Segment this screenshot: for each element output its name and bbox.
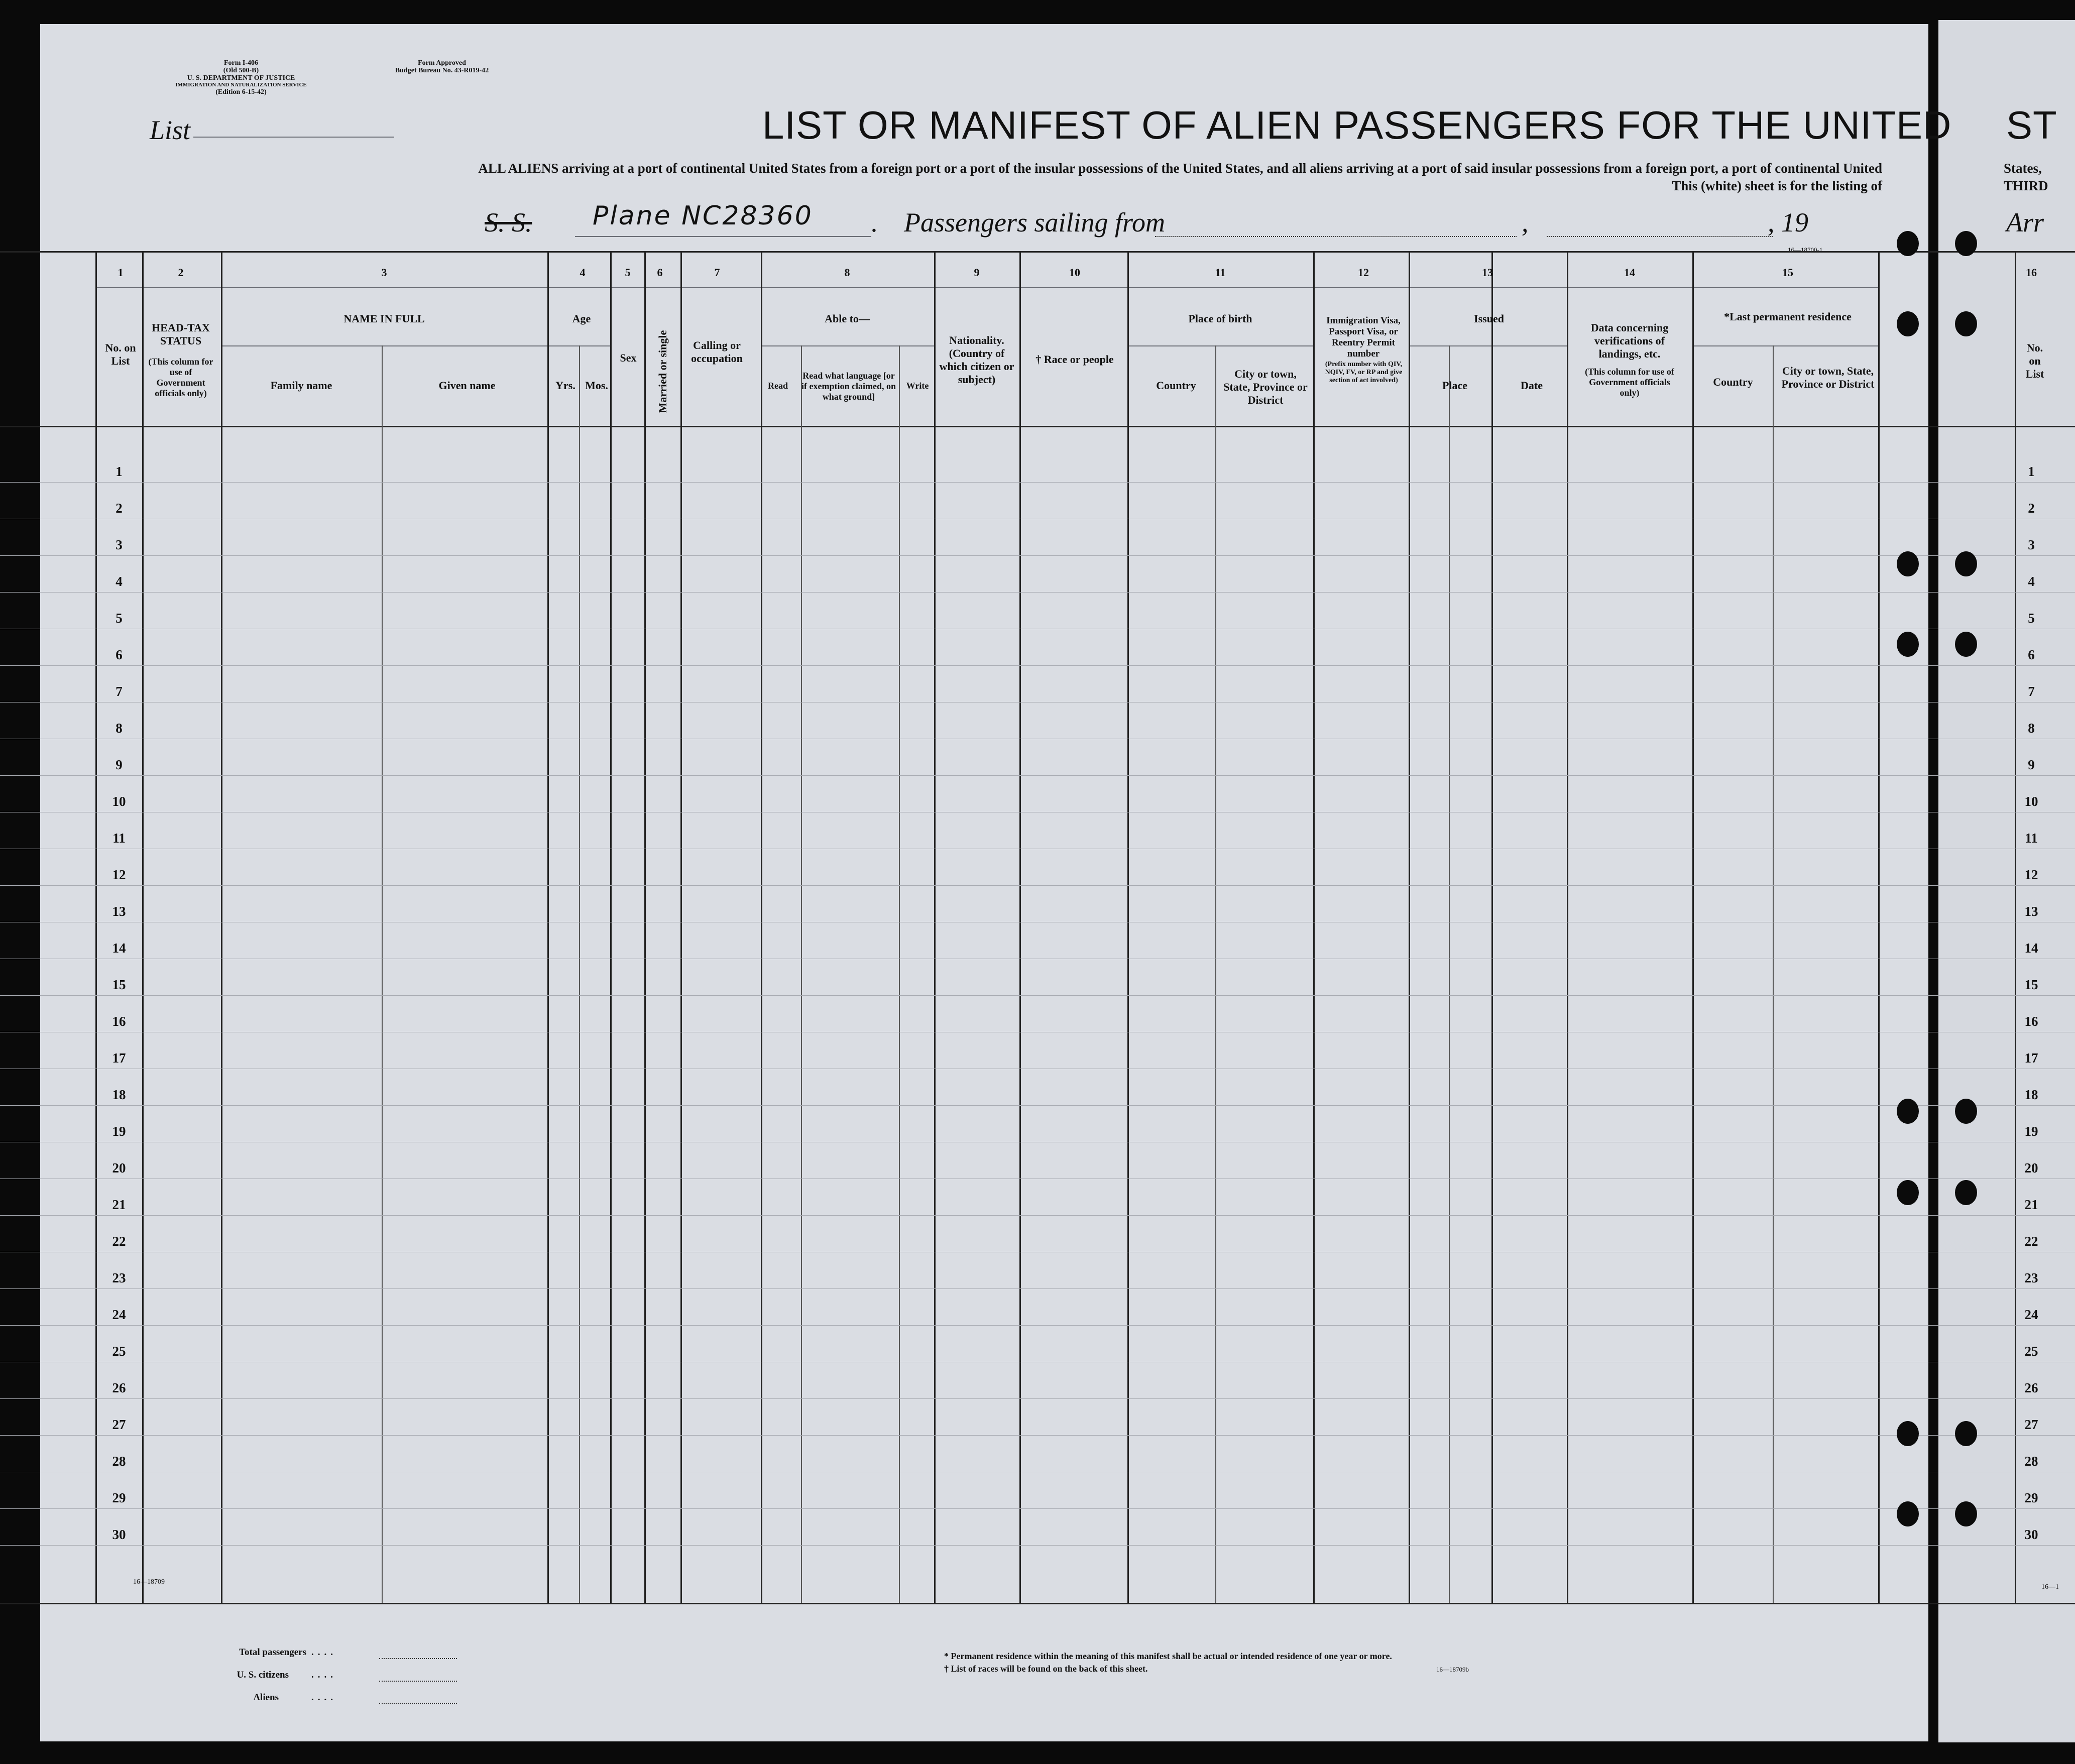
row-number-cont: 2 bbox=[2028, 501, 2035, 516]
row-number-cont: 11 bbox=[2025, 831, 2038, 846]
list-number-line bbox=[193, 137, 394, 138]
column-rule bbox=[680, 251, 682, 1603]
row-number-cont: 28 bbox=[2024, 1454, 2038, 1469]
edition: (Edition 6-15-42) bbox=[215, 88, 267, 96]
comma: , bbox=[1522, 207, 1529, 238]
row-number: 25 bbox=[112, 1344, 126, 1359]
row-number: 28 bbox=[112, 1454, 126, 1469]
arriving-continued: Arr bbox=[2006, 207, 2044, 238]
row-number-cont: 10 bbox=[2024, 794, 2038, 809]
footnote-residence: * Permanent residence within the meaning of this manifest shall be actual or intended residence of one year or more. bbox=[944, 1651, 1392, 1661]
residence-subheader-rule bbox=[1692, 345, 1878, 346]
header-issued: Issued bbox=[1474, 312, 1504, 325]
header-city-11: City or town, State, Province or District bbox=[1223, 368, 1308, 406]
manifest-sheet bbox=[40, 24, 1928, 1741]
header-sex: Sex bbox=[620, 351, 637, 364]
row-number-cont: 8 bbox=[2028, 721, 2035, 736]
row-number: 29 bbox=[112, 1490, 126, 1505]
row-number: 15 bbox=[112, 977, 126, 992]
header-place-of-birth: Place of birth bbox=[1188, 312, 1252, 325]
row-number: 27 bbox=[112, 1417, 126, 1432]
subtitle-continued-1: States, bbox=[2004, 161, 2042, 176]
department-name: U. S. DEPARTMENT OF JUSTICE bbox=[187, 74, 295, 82]
row-number-cont: 3 bbox=[2028, 537, 2035, 552]
row-line bbox=[0, 1508, 2075, 1509]
row-number-cont: 30 bbox=[2024, 1527, 2038, 1542]
subtitle-line-1: ALL ALIENS arriving at a port of continental United States from a foreign port or a port of the insular possessions of the United States, and all aliens arriving at a port of said insular possessions from a foreign port, a port of continental United bbox=[478, 161, 1882, 176]
row-number-cont: 19 bbox=[2024, 1124, 2038, 1139]
col-number-10: 10 bbox=[1069, 266, 1080, 279]
year-prefix: , 19 bbox=[1768, 207, 1808, 238]
header-head-tax-note: (This column for use of Government officials only) bbox=[148, 357, 213, 398]
row-number: 30 bbox=[112, 1527, 126, 1542]
row-number-cont: 16 bbox=[2024, 1014, 2038, 1029]
row-line bbox=[0, 1288, 2075, 1289]
punch-hole bbox=[1955, 231, 1977, 256]
header-write: Write bbox=[906, 381, 929, 391]
form-approved: Form Approved bbox=[418, 59, 466, 67]
table-bottom-rule bbox=[0, 1603, 2075, 1604]
us-citizens-label: U. S. citizens bbox=[237, 1670, 289, 1680]
row-number-cont: 24 bbox=[2024, 1307, 2038, 1322]
header-bottom-rule bbox=[0, 426, 2075, 427]
ship-period: . bbox=[871, 207, 878, 238]
row-line bbox=[0, 885, 2075, 886]
punch-hole bbox=[1955, 1501, 1977, 1526]
col-number-14: 14 bbox=[1624, 266, 1635, 279]
page-title: LIST OR MANIFEST OF ALIEN PASSENGERS FOR THE UNITED bbox=[762, 103, 1952, 147]
row-number-cont: 13 bbox=[2024, 904, 2038, 919]
row-number: 19 bbox=[112, 1124, 126, 1139]
header-nationality: Nationality. (Country of which citizen or subject) bbox=[939, 334, 1014, 386]
aliens-label: Aliens bbox=[253, 1692, 279, 1703]
header-visa: Immigration Visa, Passport Visa, or Reentry Permit number bbox=[1326, 315, 1401, 359]
leader-2: .... bbox=[311, 1670, 337, 1680]
subtitle-line-2: This (white) sheet is for the listing of bbox=[1672, 178, 1882, 193]
header-able-to: Able to— bbox=[825, 312, 870, 325]
header-family-name: Family name bbox=[270, 379, 332, 392]
col-number-5: 5 bbox=[625, 266, 631, 279]
title-continued: ST bbox=[2006, 103, 2057, 147]
issued-subheader-rule bbox=[1409, 345, 1567, 346]
row-number-cont: 22 bbox=[2024, 1234, 2038, 1249]
row-number-cont: 12 bbox=[2024, 867, 2038, 882]
row-number: 18 bbox=[112, 1087, 126, 1102]
column-rule bbox=[221, 251, 222, 1603]
row-number: 17 bbox=[112, 1050, 126, 1066]
row-number-cont: 15 bbox=[2024, 977, 2038, 992]
header-no-on-list: No. on List bbox=[105, 341, 136, 367]
row-number: 23 bbox=[112, 1270, 126, 1285]
sailing-date-field[interactable] bbox=[1547, 236, 1773, 237]
header-read-language: Read what language [or if exemption claimed, on what ground] bbox=[801, 371, 896, 402]
punch-hole bbox=[1955, 551, 1977, 576]
header-name-in-full: NAME IN FULL bbox=[343, 312, 425, 325]
column-rule bbox=[547, 251, 549, 1603]
row-number-cont: 23 bbox=[2024, 1270, 2038, 1285]
punch-hole bbox=[1955, 1099, 1977, 1124]
punch-hole bbox=[1955, 311, 1977, 336]
punch-hole bbox=[1955, 1421, 1977, 1446]
header-country-11: Country bbox=[1156, 379, 1196, 392]
col-number-11: 11 bbox=[1215, 266, 1226, 279]
col-number-9: 9 bbox=[974, 266, 980, 279]
row-number-cont: 17 bbox=[2024, 1050, 2038, 1066]
col-number-3: 3 bbox=[381, 266, 387, 279]
row-line bbox=[0, 1325, 2075, 1326]
column-rule bbox=[1692, 251, 1694, 1603]
punch-hole bbox=[1897, 311, 1919, 336]
row-number: 26 bbox=[112, 1380, 126, 1395]
column-rule bbox=[1313, 251, 1315, 1603]
header-age: Age bbox=[572, 312, 591, 325]
header-mos: Mos. bbox=[585, 379, 608, 392]
column-rule bbox=[95, 251, 97, 1603]
header-race: † Race or people bbox=[1035, 353, 1114, 366]
row-number-cont: 1 bbox=[2028, 464, 2035, 479]
punch-hole bbox=[1955, 1180, 1977, 1205]
row-number-cont: 7 bbox=[2028, 684, 2035, 699]
column-rule bbox=[1019, 251, 1021, 1603]
col-number-16: 16 bbox=[2026, 266, 2037, 279]
header-issued-place: Place bbox=[1442, 379, 1468, 392]
row-number-cont: 29 bbox=[2024, 1490, 2038, 1505]
top-code: 16—18700-1 bbox=[1788, 246, 1823, 254]
sub-column-rule bbox=[1215, 345, 1216, 1603]
col-number-2: 2 bbox=[178, 266, 184, 279]
row-number-cont: 14 bbox=[2024, 940, 2038, 956]
row-number: 8 bbox=[116, 721, 123, 736]
row-number: 16 bbox=[112, 1014, 126, 1029]
column-rule bbox=[142, 251, 144, 1603]
sub-column-rule bbox=[1449, 345, 1450, 1603]
total-passengers-label: Total passengers bbox=[239, 1647, 306, 1658]
row-number: 7 bbox=[116, 684, 123, 699]
col-number-6: 6 bbox=[657, 266, 663, 279]
row-number: 22 bbox=[112, 1234, 126, 1249]
leader-3: .... bbox=[311, 1692, 337, 1703]
bottom-code-left: 16—18709 bbox=[133, 1578, 165, 1586]
sub-column-rule bbox=[382, 345, 383, 1603]
header-married: Married or single bbox=[656, 330, 669, 413]
table-top-rule bbox=[0, 251, 2075, 253]
col-number-4: 4 bbox=[580, 266, 586, 279]
sub-column-rule bbox=[1773, 345, 1774, 1603]
footnote-code: 16—18709b bbox=[1436, 1666, 1469, 1673]
punch-hole bbox=[1897, 1099, 1919, 1124]
row-number: 1 bbox=[116, 464, 123, 479]
column-rule bbox=[610, 251, 612, 1603]
row-number: 6 bbox=[116, 647, 123, 662]
col-number-13: 13 bbox=[1482, 266, 1493, 279]
col-number-1: 1 bbox=[118, 266, 124, 279]
column-number-rule bbox=[95, 287, 1878, 288]
ship-name-line bbox=[575, 236, 871, 237]
row-number-cont: 6 bbox=[2028, 647, 2035, 662]
header-head-tax: HEAD-TAX STATUS bbox=[152, 321, 210, 347]
us-citizens-field[interactable] bbox=[379, 1681, 457, 1682]
row-number: 5 bbox=[116, 611, 123, 626]
row-line bbox=[0, 775, 2075, 776]
punch-hole bbox=[1897, 1180, 1919, 1205]
header-data-concerning: Data concerning verifications of landings, etc. bbox=[1590, 321, 1669, 360]
form-header bbox=[136, 59, 347, 96]
service-name: IMMIGRATION AND NATURALIZATION SERVICE bbox=[175, 82, 307, 88]
form-number: Form I-406 bbox=[223, 59, 259, 67]
row-line bbox=[0, 592, 2075, 593]
birth-subheader-rule bbox=[1127, 345, 1313, 346]
ship-prefix: S. S. bbox=[485, 207, 532, 238]
row-number: 13 bbox=[112, 904, 126, 919]
row-number: 14 bbox=[112, 940, 126, 956]
column-rule bbox=[761, 251, 762, 1603]
budget-approval bbox=[362, 59, 522, 74]
row-line bbox=[0, 555, 2075, 556]
header-calling: Calling or occupation bbox=[691, 339, 743, 365]
bottom-code-right: 16—1 bbox=[2041, 1583, 2059, 1591]
row-number-cont: 18 bbox=[2024, 1087, 2038, 1102]
punch-hole bbox=[1897, 551, 1919, 576]
row-line bbox=[0, 665, 2075, 666]
name-subheader-rule bbox=[221, 345, 547, 346]
col-number-12: 12 bbox=[1358, 266, 1369, 279]
header-city-15: City or town, State, Province or District bbox=[1781, 365, 1875, 390]
column-rule bbox=[1127, 251, 1129, 1603]
punch-hole bbox=[1897, 1501, 1919, 1526]
column-rule bbox=[1409, 251, 1410, 1603]
row-number-cont: 20 bbox=[2024, 1160, 2038, 1175]
sailing-from-field[interactable] bbox=[1155, 236, 1517, 237]
column-rule bbox=[1491, 251, 1493, 1603]
row-line bbox=[0, 1545, 2075, 1546]
total-passengers-field[interactable] bbox=[379, 1658, 457, 1659]
column-rule bbox=[934, 251, 936, 1603]
header-issued-date: Date bbox=[1521, 379, 1543, 392]
header-last-residence: *Last permanent residence bbox=[1724, 310, 1852, 323]
row-number: 2 bbox=[116, 501, 123, 516]
row-number: 11 bbox=[112, 831, 126, 846]
row-line bbox=[0, 1215, 2075, 1216]
form-old-number: (Old 500-B) bbox=[223, 67, 259, 74]
sub-column-rule bbox=[579, 345, 580, 1603]
header-no-on-list-cont: No. on List bbox=[2025, 341, 2044, 380]
row-number: 12 bbox=[112, 867, 126, 882]
row-number-cont: 27 bbox=[2024, 1417, 2038, 1432]
header-visa-note: (Prefix number with QIV, NQIV, FV, or RP and give section of act involved) bbox=[1325, 361, 1403, 384]
column-rule bbox=[1567, 251, 1568, 1603]
column-rule bbox=[644, 251, 646, 1603]
punch-hole bbox=[1897, 231, 1919, 256]
row-number: 24 bbox=[112, 1307, 126, 1322]
row-number-cont: 25 bbox=[2024, 1344, 2038, 1359]
row-line bbox=[0, 995, 2075, 996]
row-number-cont: 26 bbox=[2024, 1380, 2038, 1395]
col-number-7: 7 bbox=[714, 266, 720, 279]
passengers-sailing-label: Passengers sailing from bbox=[904, 207, 1166, 238]
row-number: 4 bbox=[116, 574, 123, 589]
row-number: 20 bbox=[112, 1160, 126, 1175]
column-rule bbox=[1878, 251, 1880, 1603]
row-number-cont: 9 bbox=[2028, 757, 2035, 772]
header-given-name: Given name bbox=[438, 379, 496, 392]
row-line bbox=[0, 482, 2075, 483]
row-line bbox=[0, 1398, 2075, 1399]
header-read: Read bbox=[768, 381, 788, 391]
budget-number: Budget Bureau No. 43-R019-42 bbox=[395, 67, 489, 74]
punch-hole bbox=[1955, 632, 1977, 657]
subtitle-continued-2: THIRD bbox=[2004, 178, 2048, 193]
aliens-field[interactable] bbox=[379, 1703, 457, 1704]
row-number-cont: 5 bbox=[2028, 611, 2035, 626]
punch-hole bbox=[1897, 1421, 1919, 1446]
row-number: 21 bbox=[112, 1197, 126, 1212]
col-number-15: 15 bbox=[1782, 266, 1793, 279]
sub-column-rule bbox=[899, 345, 900, 1603]
sub-column-rule bbox=[801, 345, 802, 1603]
adjoining-sheet-strip bbox=[1938, 20, 2075, 1742]
ship-name[interactable]: Plane NC28360 bbox=[593, 201, 813, 231]
header-yrs: Yrs. bbox=[555, 379, 575, 392]
footnote-races: † List of races will be found on the back of this sheet. bbox=[944, 1664, 1148, 1674]
punch-hole bbox=[1897, 632, 1919, 657]
row-line bbox=[0, 1435, 2075, 1436]
row-number: 10 bbox=[112, 794, 126, 809]
list-label: List bbox=[150, 115, 191, 145]
header-data-note: (This column for use of Government officials only) bbox=[1585, 367, 1674, 398]
row-number: 9 bbox=[116, 757, 123, 772]
column-rule bbox=[2015, 251, 2016, 1603]
row-number: 3 bbox=[116, 537, 123, 552]
col-number-8: 8 bbox=[844, 266, 850, 279]
row-number-cont: 21 bbox=[2024, 1197, 2038, 1212]
row-line bbox=[0, 1105, 2075, 1106]
able-subheader-rule bbox=[761, 345, 934, 346]
leader-1: .... bbox=[311, 1647, 337, 1658]
header-country-15: Country bbox=[1713, 376, 1753, 388]
row-number-cont: 4 bbox=[2028, 574, 2035, 589]
